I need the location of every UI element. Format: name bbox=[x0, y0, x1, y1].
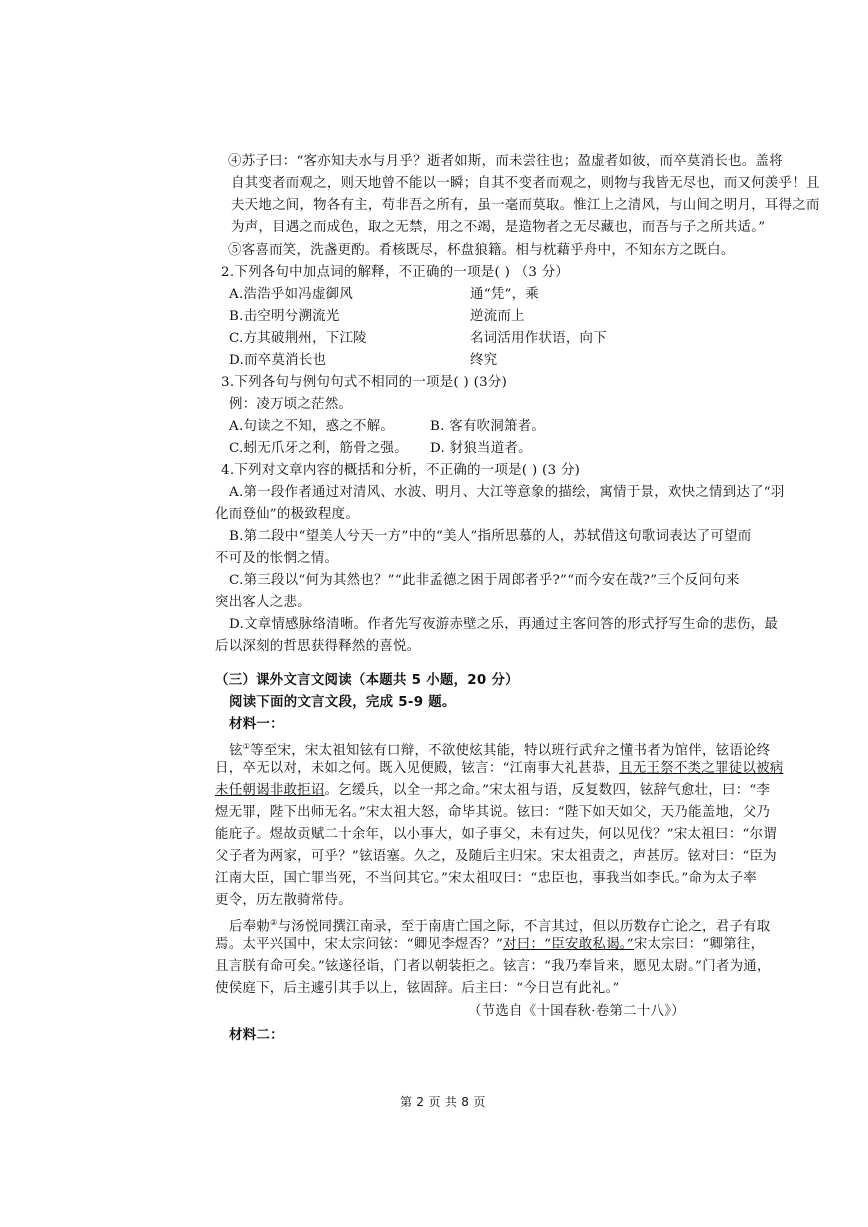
q4-line: B.第二段中“望美人兮天一方”中的“美人”指所思慕的人，苏轼借这句歌词表达了可望而 bbox=[229, 529, 752, 544]
material-1-line: 未任朝谒非敢拒诏。乞缓兵，以全一邦之命。”宋太祖与语，反复数四，铉辞气愈壮，曰：“李 bbox=[215, 783, 771, 798]
section-title: （三）课外文言文阅读（本题共 5 小题，20 分） bbox=[215, 673, 519, 688]
q3-option-c: C.蚓无爪牙之利，筋骨之强。 bbox=[229, 441, 408, 456]
question-2-stem: 2.下列各句中加点词的解释，不正确的一项是( ) （3 分） bbox=[221, 265, 570, 280]
underlined-sentence: 且无王祭不类之罪徒以被病 bbox=[619, 761, 784, 776]
material-1-label: 材料一： bbox=[229, 717, 284, 732]
underlined-sentence: 未任朝谒非敢拒诏 bbox=[215, 783, 325, 798]
section-instruction: 阅读下面的文言文段，完成 5-9 题。 bbox=[229, 695, 456, 710]
q4-line: C.第三段以“何为其然也？”“此非孟德之困于周郎者乎?”“而今安在哉?”三个反问句来 bbox=[229, 573, 740, 588]
q2-option-a: A.浩浩乎如冯虚御风 bbox=[229, 287, 354, 302]
material-1-line: 父子者为两家，可乎？”铉语塞。久之，及随后主归宋。宋太祖责之，声甚厉。铉对曰：“臣为 bbox=[215, 849, 777, 864]
page-number: 第 2 页 共 8 页 bbox=[400, 1095, 486, 1109]
passage-line: 自其变者而观之，则天地曾不能以一瞬；自其不变者而观之，则物与我皆无尽也，而又何羡乎！且 bbox=[231, 176, 820, 191]
q3-option-d: D. 豺狼当道者。 bbox=[430, 441, 532, 456]
q2-option-d: D.而卒莫消长也 bbox=[229, 353, 327, 368]
material-1-line: 煜无罪，陛下出师无名。”宋太祖大怒，命毕其说。铉曰：“陛下如天如父，天乃能盖地，父乃 bbox=[215, 805, 771, 820]
q3-option-a: A.句读之不知，惑之不解。 bbox=[229, 419, 395, 434]
q4-line: D.文章情感脉络清晰。作者先写夜游赤壁之乐，再通过主客问答的形式抒写生命的悲伤，最 bbox=[229, 617, 779, 632]
material-1-line: 铉①等至宋，宋太祖知铉有口辩，不欲使炫其能，特以班行武弁之懂书者为馆伴，铉语论终 bbox=[229, 742, 771, 759]
underlined-sentence: 对曰：“臣安敢私谒。” bbox=[503, 937, 634, 952]
q4-line: 不可及的怅惘之情。 bbox=[215, 551, 339, 566]
passage-line: 为声，目遇之而成色，取之无禁，用之不竭，是造物者之无尽藏也，而吾与子之所共适。” bbox=[231, 220, 766, 235]
q3-option-b: B. 客有吹洞箫者。 bbox=[430, 419, 546, 434]
material-1-line: 焉。太平兴国中，宋太宗问铉：“卿见李煜否？”对曰：“臣安敢私谒。”宋太宗曰：“卿第往， bbox=[215, 937, 765, 952]
question-4-stem: 4.下列对文章内容的概括和分析，不正确的一项是( ) (3 分) bbox=[221, 463, 581, 478]
question-3-stem: 3.下列各句与例句句式不相同的一项是( ) (3分) bbox=[221, 375, 508, 390]
material-1-line: 更令，历左散骑常侍。 bbox=[215, 893, 352, 908]
material-1-line: 使侯庭下，后主遽引其手以上，铉固辞。后主曰：“今日岂有此礼。” bbox=[215, 981, 620, 996]
q4-line: 突出客人之悲。 bbox=[215, 595, 311, 610]
q2-option-b: B.击空明兮溯流光 bbox=[229, 309, 340, 324]
material-1-line: 能庇子。煜故贡赋二十余年，以小事大，如子事父，未有过失，何以见伐？”宋太祖曰：“尔谓 bbox=[215, 827, 777, 842]
material-1-line: 江南大臣，国亡罪当死，不当问其它。”宋太祖叹曰：“忠臣也，事我当如李氏。”命为太子率 bbox=[215, 871, 757, 886]
material-1-line: 日，卒无以对，未如之何。既入见便殿，铉言：“江南事大礼甚恭，且无王祭不类之罪徒以被病 bbox=[215, 761, 784, 776]
q2-option-b-explanation: 逆流而上 bbox=[470, 309, 525, 324]
q2-option-d-explanation: 终究 bbox=[470, 353, 498, 368]
q4-line: 化而登仙”的极致程度。 bbox=[215, 507, 360, 522]
q2-option-a-explanation: 通“凭”，乘 bbox=[470, 287, 540, 302]
passage-line: 夫天地之间，物各有主，苟非吾之所有，虽一毫而莫取。惟江上之清风，与山间之明月，耳得之而 bbox=[231, 198, 820, 213]
material-1-line: 后奉勅②与汤悦同撰江南录，至于南唐亡国之际，不言其过，但以历数存亡论之，君子有取 bbox=[229, 918, 771, 935]
q2-option-c: C.方其破荆州，下江陵 bbox=[229, 331, 367, 346]
q4-line: 后以深刻的哲思获得释然的喜悦。 bbox=[215, 639, 421, 654]
q2-option-c-explanation: 名词活用作状语，向下 bbox=[470, 331, 607, 346]
material-2-label: 材料二： bbox=[229, 1028, 284, 1043]
passage-line: ⑤客喜而笑，洗盏更酌。肴核既尽，杯盘狼籍。相与枕藉乎舟中，不知东方之既白。 bbox=[228, 243, 735, 258]
source-citation: （节选自《十国春秋·卷第二十八》） bbox=[468, 1004, 685, 1019]
passage-line: ④苏子曰：“客亦知夫水与月乎？逝者如斯，而未尝往也；盈虚者如彼，而卒莫消长也。盖将 bbox=[228, 154, 783, 169]
q3-example: 例：凌万顷之茫然。 bbox=[229, 397, 353, 412]
material-1-line: 且言朕有命可矣。”铉遂径诣，门者以朝装拒之。铉言：“我乃奉旨来，愿见太尉。”门者为通， bbox=[215, 959, 771, 974]
q4-line: A.第一段作者通过对清风、水波、明月、大江等意象的描绘，寓情于景，欢快之情到达了“羽 bbox=[229, 485, 785, 500]
